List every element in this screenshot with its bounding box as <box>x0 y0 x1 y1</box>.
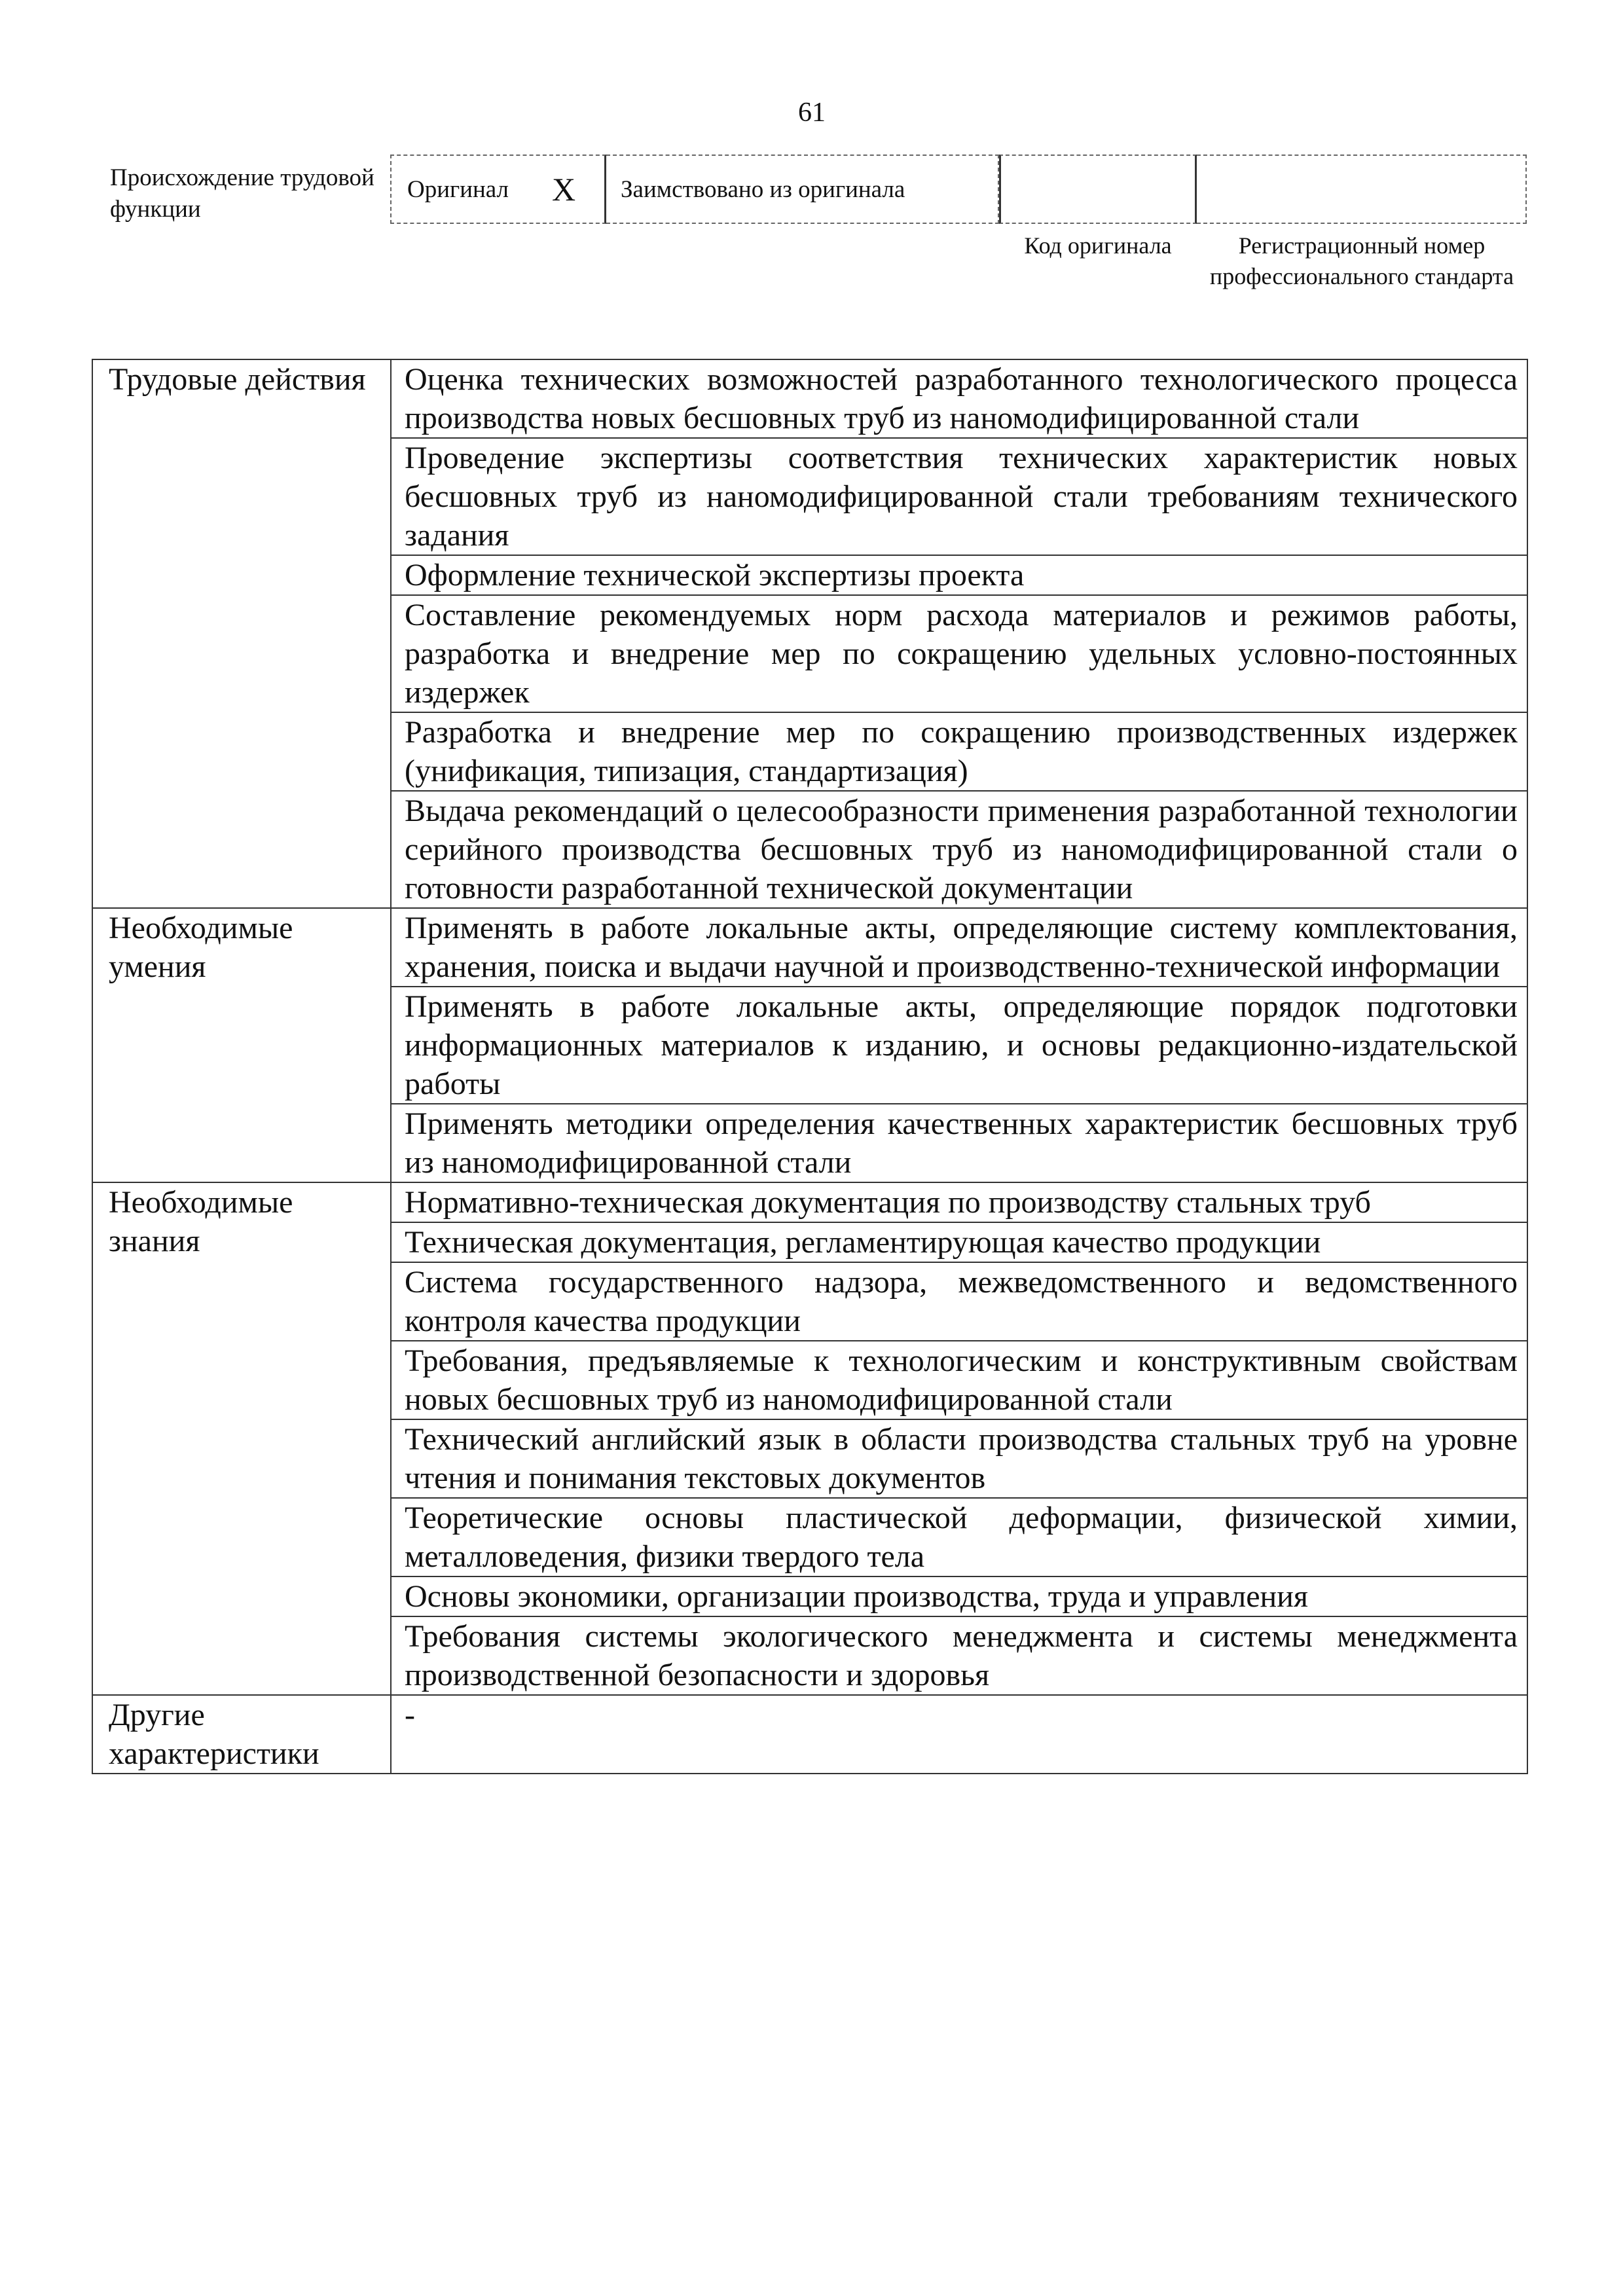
section-label: Другие характеристики <box>92 1695 391 1774</box>
section-item: Технический английский язык в области производства стальных труб на уровне чтения и понимания текстовых документов <box>391 1419 1527 1498</box>
section-item: Составление рекомендуемых норм расхода материалов и режимов работы, разработка и внедрение мер по сокращению удельных условно-постоянных издержек <box>391 595 1527 712</box>
section-item: - <box>391 1695 1527 1774</box>
section-item: Применять методики определения качественных характеристик бесшовных труб из наномодифицированной стали <box>391 1104 1527 1182</box>
section-item: Оформление технической экспертизы проекта <box>391 555 1527 595</box>
borrowed-label: Заимствовано из оригинала <box>621 175 905 203</box>
section-label: Необходимые умения <box>92 908 391 1182</box>
section-item: Теоретические основы пластической деформации, физической химии, металловедения, физики твердого тела <box>391 1498 1527 1576</box>
origin-label: Происхождение трудовой функции <box>110 164 374 223</box>
section-label: Трудовые действия <box>92 359 391 908</box>
table-row <box>92 1182 1527 1222</box>
section-item: Требования, предъявляемые к технологическим и конструктивным свойствам новых бесшовных труб из наномодифицированной стали <box>391 1341 1527 1419</box>
original-label: Оригинал <box>407 175 509 203</box>
original-x-mark: X <box>552 171 576 208</box>
origin-borrowed-box <box>606 155 999 224</box>
section-item: Применять в работе локальные акты, определяющие порядок подготовки информационных материалов к изданию, и основы редакционно-издательской работы <box>391 987 1527 1104</box>
section-item: Оценка технических возможностей разработанного технологического процесса производства новых бесшовных труб из наномодифицированной стали <box>391 359 1527 438</box>
section-item: Техническая документация, регламентирующая качество продукции <box>391 1222 1527 1262</box>
section-item: Разработка и внедрение мер по сокращению производственных издержек (унификация, типизация, стандартизация) <box>391 712 1527 791</box>
section-item: Система государственного надзора, межведомственного и ведомственного контроля качества продукции <box>391 1262 1527 1341</box>
labor-function-table <box>92 359 1528 1774</box>
table-row <box>92 908 1527 987</box>
origin-original-box <box>390 155 606 224</box>
section-item: Выдача рекомендаций о целесообразности применения разработанной технологии серийного производства бесшовных труб из наномодифицированной стали о готовности разработанной технической документации <box>391 791 1527 908</box>
section-label: Необходимые знания <box>92 1182 391 1695</box>
registration-number-caption: Регистрационный номер профессионального стандарта <box>1209 232 1514 289</box>
section-item: Нормативно-техническая документация по производству стальных труб <box>391 1182 1527 1222</box>
registration-number-box <box>1197 155 1527 224</box>
section-item: Требования системы экологического менеджмента и системы менеджмента производственной безопасности и здоровья <box>391 1616 1527 1695</box>
original-code-box <box>999 155 1197 224</box>
section-item: Основы экономики, организации производства, труда и управления <box>391 1576 1527 1616</box>
page-number: 61 <box>798 98 826 128</box>
table-row <box>92 1695 1527 1774</box>
original-code-caption: Код оригинала <box>1024 232 1172 259</box>
section-item: Применять в работе локальные акты, определяющие систему комплектования, хранения, поиска и выдачи научной и производственно-технической информации <box>391 908 1527 987</box>
table-row <box>92 359 1527 438</box>
section-item: Проведение экспертизы соответствия технических характеристик новых бесшовных труб из наномодифицированной стали требованиям технического задания <box>391 438 1527 555</box>
